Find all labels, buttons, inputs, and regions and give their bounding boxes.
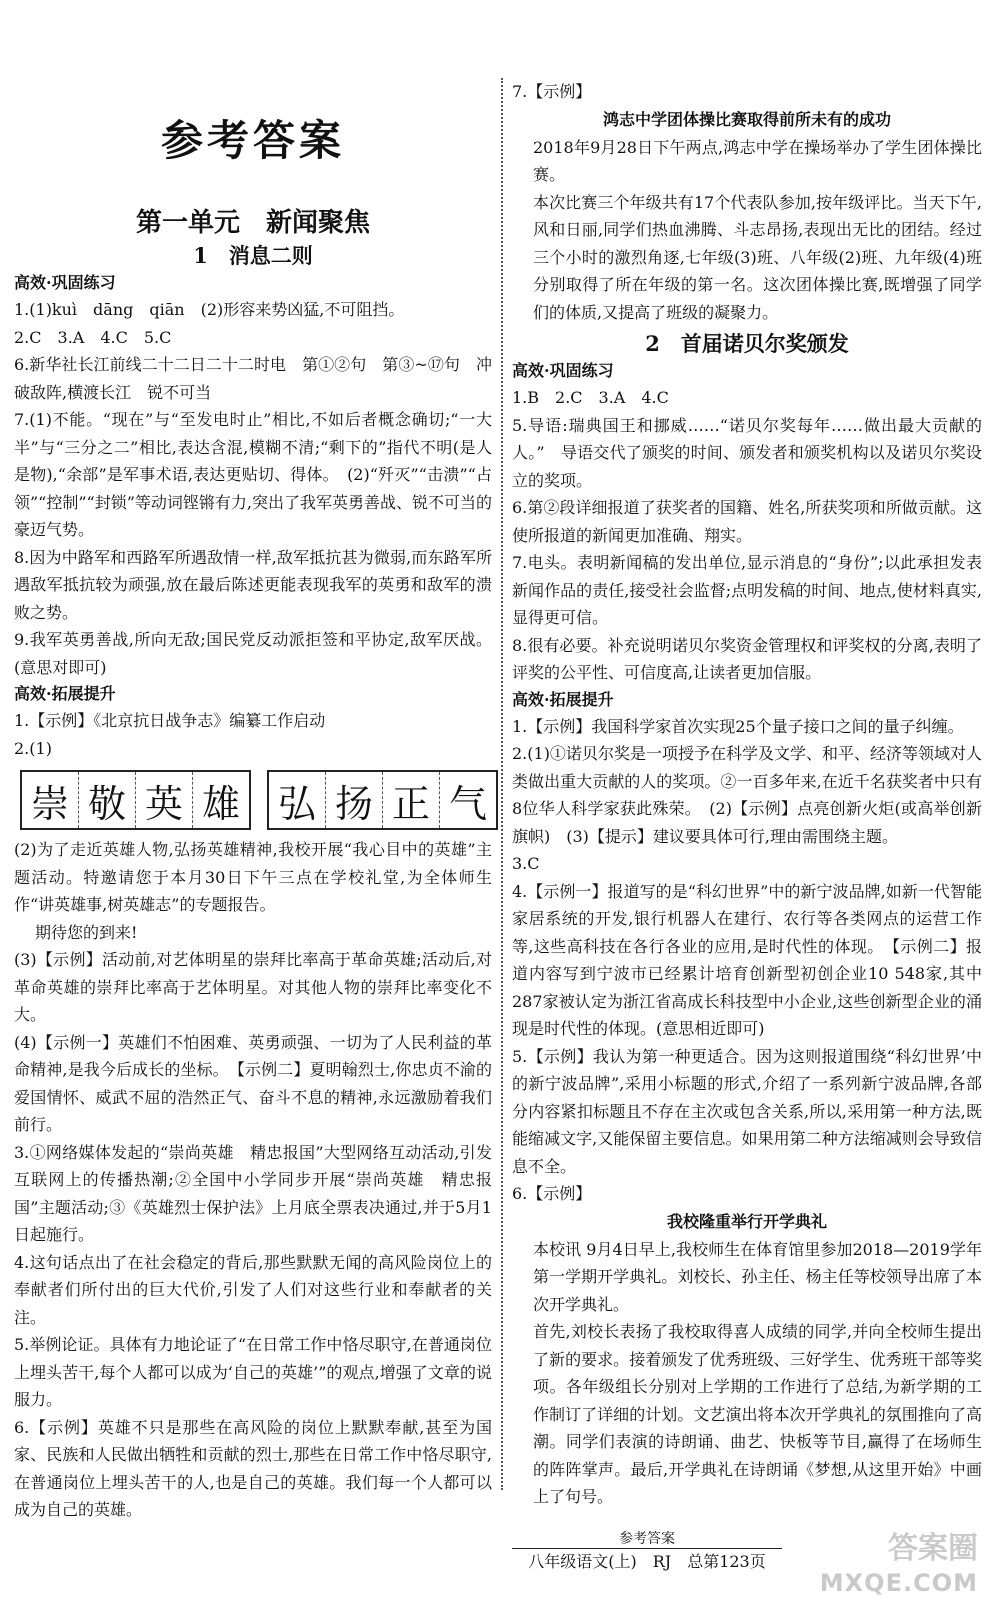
answer-item: (2)为了走近英雄人物,弘扬英雄精神,我校开展“我心目中的英雄”主题活动。特邀请您于本月30日下午三点在学校礼堂,为全体师生作“讲英雄事,树英雄志”的专题报告。 — [14, 840, 492, 914]
lesson2-title: 2 首届诺贝尔奖颁发 — [645, 331, 849, 356]
answer-item: 6.【示例】 — [512, 1184, 592, 1203]
answer-item: 7.(1)不能。“现在”与“至发电时止”相比,不如后者概念确切;“一大半”与“三分之二”相比,表达含混,模糊不清;“剩下的”指代不明(是人是物),“余部”是军事术语,表达更贴切、得体。 (2)“歼灭”“击溃”“占领”“控制”“封锁”等动词铿锵有力,突出了我军英勇善战、锐不可当的豪迈气势。 — [14, 410, 492, 539]
answer-item: 4.这句话点出了在社会稳定的背后,那些默默无闻的高风险岗位上的奉献者们所付出的巨大代价,引发了人们对这些行业和奉献者的关注。 — [14, 1252, 492, 1327]
lesson2-section-extend: 高效·拓展提升 — [512, 689, 614, 709]
calligraphy-box-2 — [267, 770, 498, 830]
answer-item: (4)【示例一】英雄们不怕困难、英勇顽强、一切为了人民利益的革命精神,是我今后成长的坐标。 【示例二】夏明翰烈士,你忠贞不渝的爱国情怀、威武不屈的浩然正气、奋斗不息的精神,永远激励着我们前行。 — [14, 1032, 492, 1134]
calligraphy-char: 气 — [448, 781, 487, 826]
answer-item: 3.C — [512, 854, 540, 873]
calligraphy-box-1 — [20, 770, 251, 830]
lesson1-section-consolidate: 高效·巩固练习 — [14, 273, 116, 292]
answer-item: 5.导语:瑞典国王和挪威……“诺贝尔奖每年……做出最大贡献的人。” 导语交代了颁奖的时间、颁发者和颁奖机构以及诺贝尔奖设立的奖项。 — [512, 415, 982, 490]
unit-title: 第一单元 新闻聚焦 — [135, 208, 370, 238]
calligraphy-char: 正 — [383, 772, 440, 828]
answer-item: 5.【示例】我认为第一种更适合。因为这则报道围绕“科幻世界’中的新宁波品牌”,采用小标题的形式,介绍了一系列新宁波品牌,各部分内容紧扣标题且不存在主次或包含关系,所以,采用第一种方法,既能缩减文字,又能保留主要信息。如果用第二种方法缩减则会导致信息不全。 — [512, 1046, 982, 1176]
calligraphy-char: 扬 — [326, 772, 383, 828]
news-paragraph: 本次比赛三个年级共有17个代表队参加,按年级评比。当天下午,风和日丽,同学们热血沸腾、斗志昂扬,表现出无比的团结。经过三个小时的激烈角逐,七年级(3)班、八年级(2)班、九年级(4)班分别取得了所在年级的第一名。这次团体操比赛,既增强了同学们的体质,又提高了班级的凝聚力。 — [533, 192, 982, 322]
answer-item: 1.(1)kuì dāng qiān (2)形容来势凶猛,不可阻挡。 — [14, 300, 405, 319]
news-title: 鸿志中学团体操比赛取得前所未有的成功 — [602, 109, 891, 129]
lesson2-section-consolidate: 高效·巩固练习 — [512, 361, 614, 380]
lesson1-block — [14, 240, 492, 1524]
answer-item: 1.B 2.C 3.A 4.C — [512, 388, 669, 407]
answer-item-label: 7.【示例】 — [512, 82, 592, 101]
news-title: 我校隆重举行开学典礼 — [666, 1211, 827, 1231]
page-footer — [512, 1528, 782, 1572]
answer-item: 5.举例论证。具体有力地论证了“在日常工作中恪尽职守,在普通岗位上埋头苦干,每个人都可以成为‘自己的英雄’”的观点,增强了文章的说服力。 — [14, 1335, 492, 1409]
watermark-text: 答案圈 — [888, 1531, 978, 1566]
answer-item: 1.【示例】我国科学家首次实现25个量子接口之间的量子纠缠。 — [512, 716, 964, 736]
answer-item: 9.我军英勇善战,所向无敌;国民党反动派拒签和平协定,敌军厌战。(意思对即可) — [14, 630, 492, 677]
right-column-body — [512, 78, 982, 1511]
answer-item: 7.电头。表明新闻稿的发出单位,显示消息的“身份”;以此承担发表新闻作品的责任,接受社会监督;点明发稿的时间、地点,使材料真实,显得更可信。 — [512, 553, 982, 627]
answer-item: 8.因为中路军和西路军所遇敌情一样,敌军抵抗甚为微弱,而东路军所遇敌军抵抗较为顽强,放在最后陈述更能表现我军的英勇和敌军的溃败之势。 — [14, 547, 492, 622]
answer-item: 6.新华社长江前线二十二日二十二时电 第①②句 第③~⑰句 冲破敌阵,横渡长江 锐不可当 — [14, 355, 492, 402]
column-divider — [501, 78, 503, 1490]
lesson1-title: 1 消息二则 — [193, 243, 313, 268]
calligraphy-char: 雄 — [201, 781, 240, 826]
calligraphy-char: 敬 — [79, 772, 136, 828]
calligraphy-char: 弘 — [269, 772, 326, 828]
watermark-url: MXQE.COM — [819, 1569, 978, 1597]
lesson1-section-extend: 高效·拓展提升 — [14, 684, 116, 703]
news-paragraph: 2018年9月28日下午两点,鸿志中学在操场举办了学生团体操比赛。 — [533, 137, 982, 184]
page-title: 参考答案 — [160, 116, 345, 165]
answer-item: 6.【示例】英雄不只是那些在高风险的岗位上默默奉献,甚至为国家、民族和人民做出牺牲和贡献的烈士,那些在日常工作中恪尽职守,在普通岗位上埋头苦干的人,也是自己的英雄。我们每一个人都可以成为自己的英雄。 — [14, 1417, 492, 1519]
answer-item: 2.C 3.A 4.C 5.C — [14, 327, 172, 347]
answer-item: 4.【示例一】报道写的是“科幻世界”中的新宁波品牌,如新一代智能家居系统的开发,银行机器人在建行、农行等各类网点的运营工作等,这些高科技在各行各业的应用,是时代性的体现。 【示例二】报道内容写到宁波市已经累计培育创新型初创企业10 548家,其中287家被认定为浙江省高成长科技型中小企业,这些创新型企业的涌现是时代性的体现。(意思相近即可) — [512, 881, 982, 1038]
answer-item: (3)【示例】活动前,对艺体明星的崇拜比率高于革命英雄;活动后,对革命英雄的崇拜比率高于艺体明星。对其他人物的崇拜比率变化不大。 — [14, 950, 492, 1024]
answer-item: 3.①网络媒体发起的“崇尚英雄 精忠报国”大型网络互动活动,引发互联网上的传播热潮;②全国中小学同步开展“崇尚英雄 精忠报国”主题活动;③《英雄烈士保护法》上月底全票表决通过,并于5月1日起施行。 — [14, 1142, 492, 1244]
news-paragraph: 本校讯 9月4日早上,我校师生在体育馆里参加2018—2019学年第一学期开学典礼。刘校长、孙主任、杨主任等校领导出席了本次开学典礼。 — [533, 1239, 982, 1314]
news-paragraph: 首先,刘校长表扬了我校取得喜人成绩的同学,并向全校师生提出了新的要求。接着颁发了优秀班级、三好学生、优秀班干部等奖项。各年级组长分别对上学期的工作进行了总结,为新学期的工作制订了详细的计划。文艺演出将本次开学典礼的氛围推向了高潮。同学们表演的诗朗诵、曲艺、快板等节目,赢得了在场师生的阵阵掌声。最后,开学典礼在诗朗诵《梦想,从这里开始》中画上了句号。 — [533, 1322, 982, 1506]
answer-item-label: 2.(1) — [14, 738, 52, 758]
calligraphy-char: 英 — [136, 772, 193, 828]
answer-item: 1.【示例】《北京抗日战争志》编纂工作启动 — [14, 711, 326, 730]
calligraphy-char: 崇 — [22, 772, 79, 828]
footer-top: 参考答案 — [512, 1528, 782, 1549]
watermark-logo — [820, 1532, 978, 1600]
footer-page-info: 八年级语文(上) RJ 总第123页 — [528, 1552, 766, 1571]
calligraphy-row — [20, 770, 492, 830]
answer-item: 8.很有必要。补充说明诺贝尔奖资金管理权和评奖权的分离,表明了评奖的公平性、可信度高,让读者更加信服。 — [512, 635, 982, 682]
answer-item: 期待您的到来! — [35, 922, 138, 942]
answer-item: 2.(1)①诺贝尔奖是一项授予在科学及文学、和平、经济等领域对人类做出重大贡献的人的奖项。②一百多年来,在近千名获奖者中只有8位华人科学家获此殊荣。 (2)【示例】点亮创新火炬(或高举创新旗帜) (3)【提示】建议要具体可行,理由需围绕主题。 — [512, 744, 982, 846]
answer-item: 6.第②段详细报道了获奖者的国籍、姓名,所获奖项和所做贡献。这使所报道的新闻更加准确、翔实。 — [512, 498, 982, 545]
